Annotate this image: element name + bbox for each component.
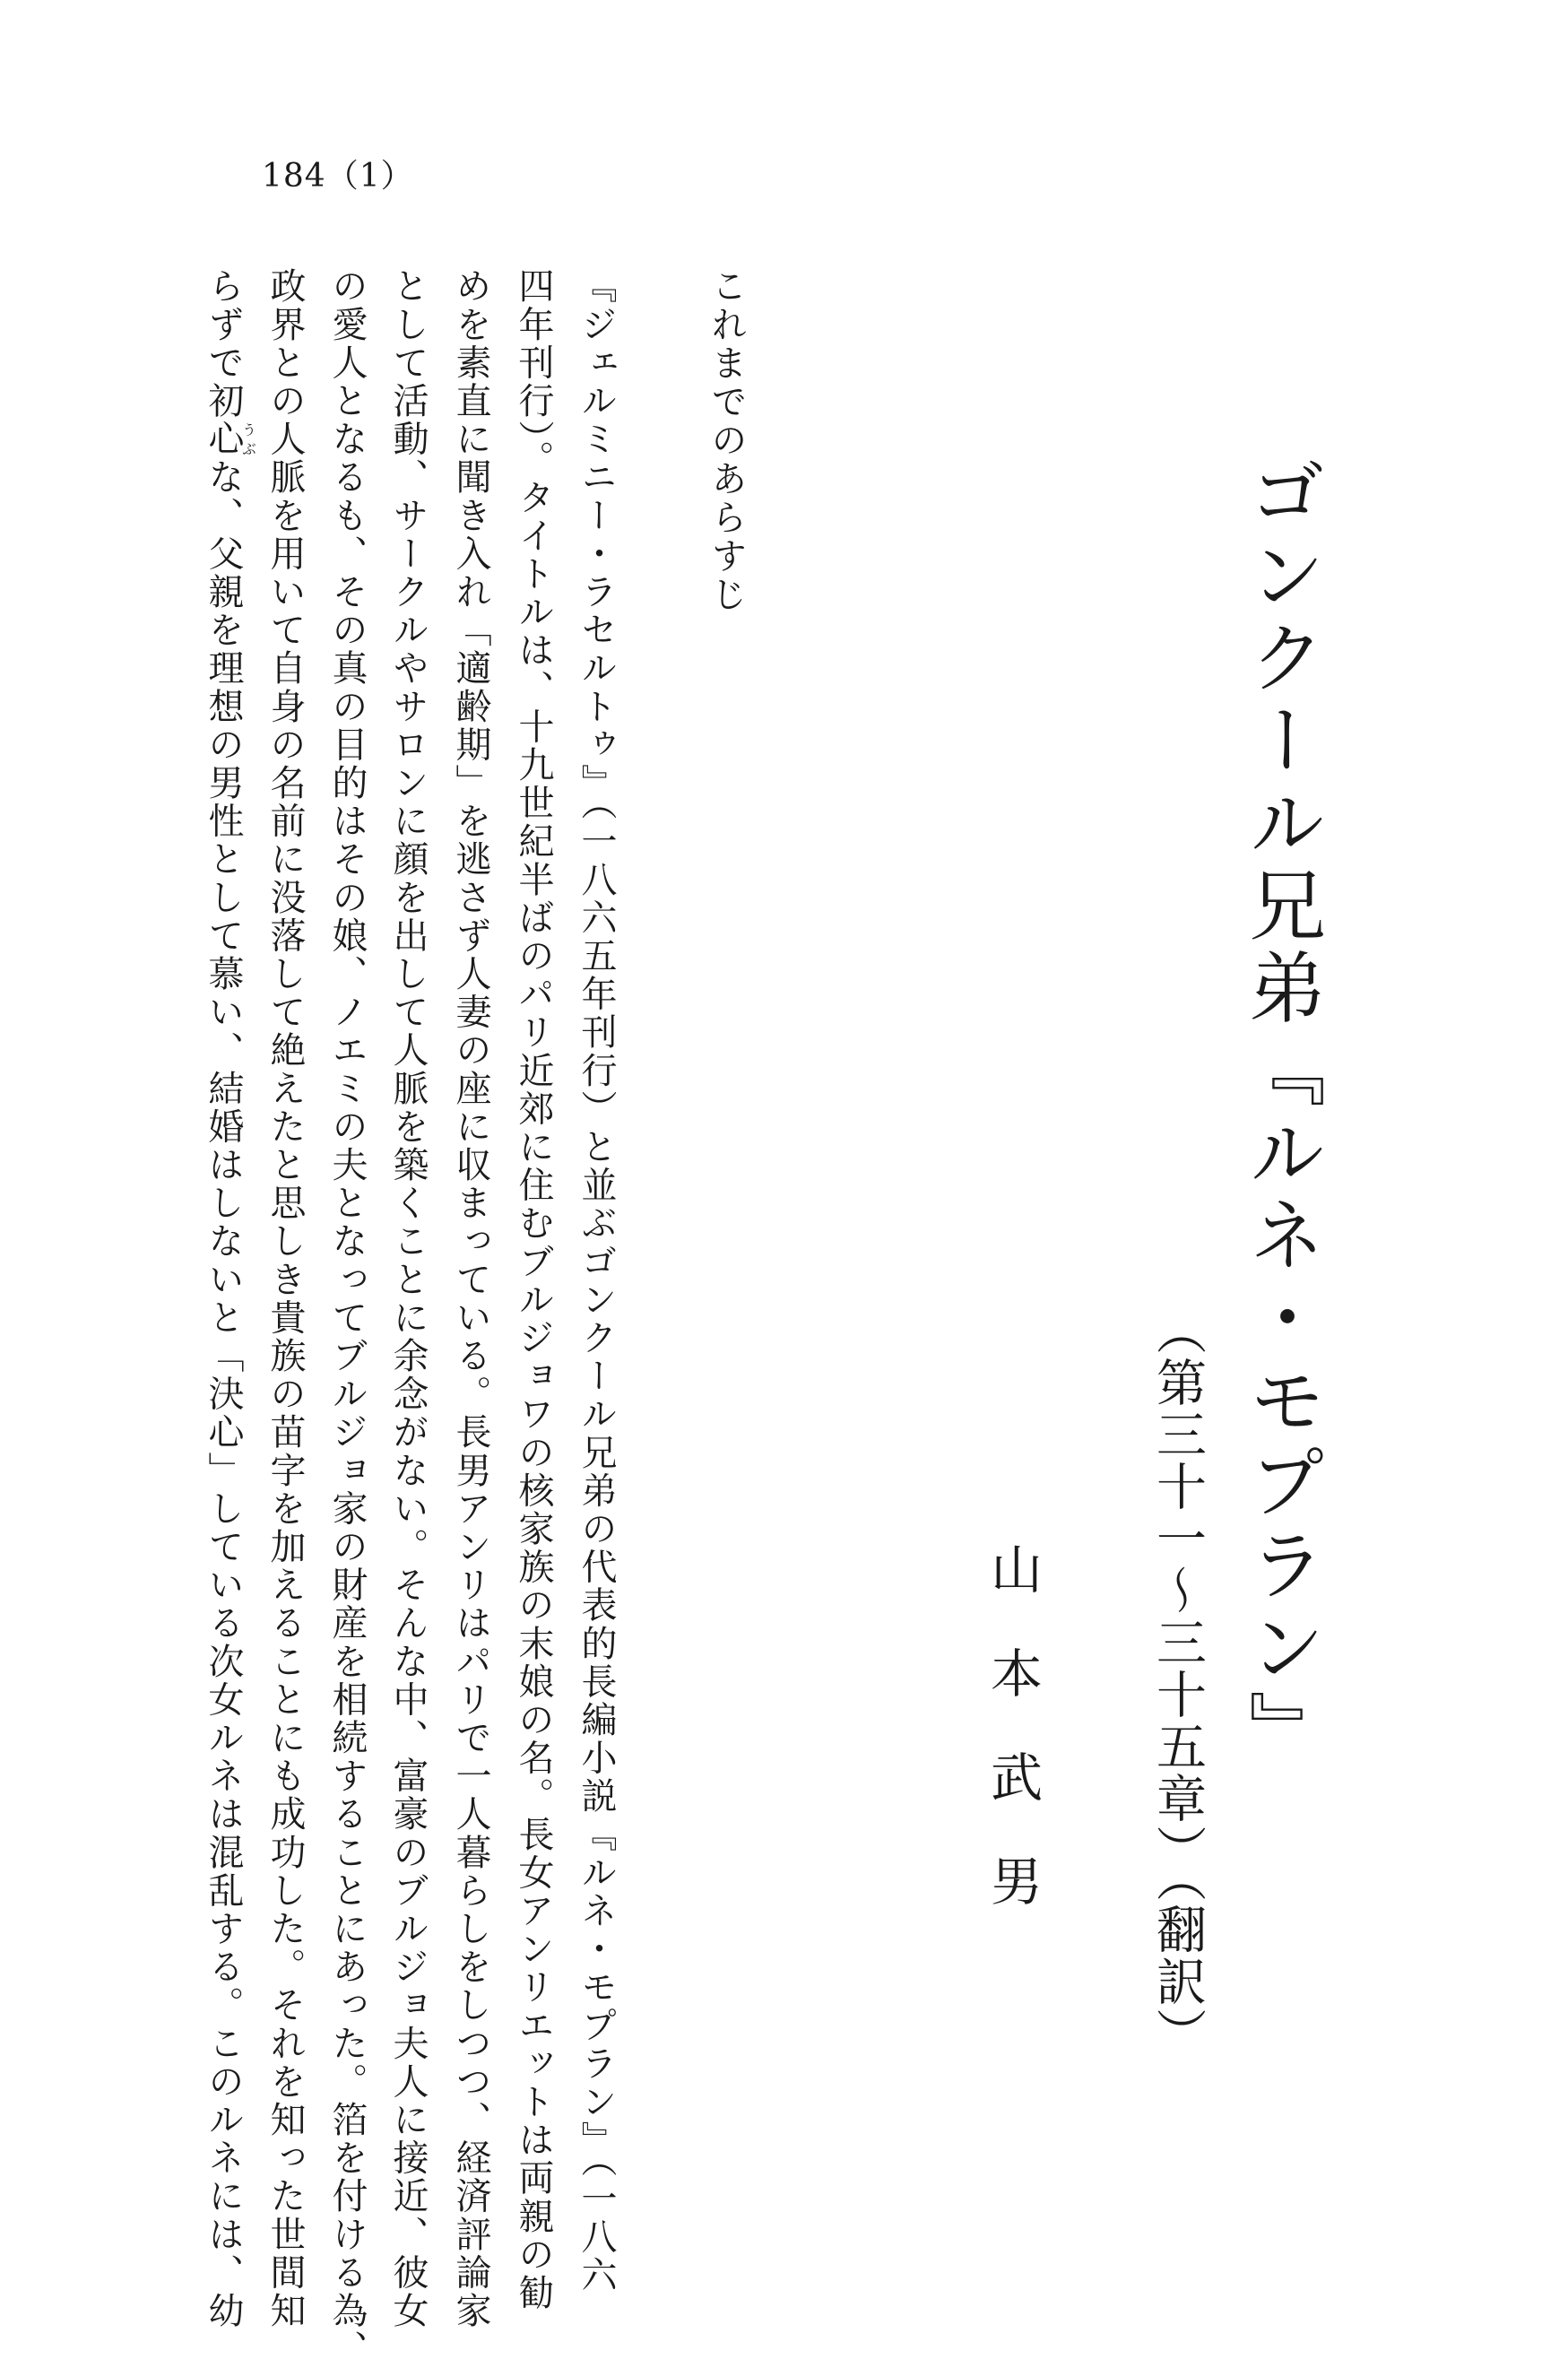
body-line-1: 『ジェルミニー・ラセルトゥ』（一八六五年刊行）と並ぶゴンクール兄弟の代表的長編小説『ルネ・モプラン』（一八六 <box>576 267 617 2294</box>
furigana-ruby <box>203 420 257 459</box>
body-line-2: 四年刊行）。タイトルは、十九世紀半ばのパリ近郊に住むブルジョワの核家族の末娘の名。長女アンリエットは両親の勧 <box>513 267 554 2312</box>
body-line-3: めを素直に聞き入れ「適齢期」を逃さず人妻の座に収まっている。長男アンリはパリで一人暮らしをしつつ、経済評論家 <box>450 267 491 2330</box>
page-number: 184（1） <box>262 158 414 195</box>
body-line-7 <box>205 267 256 2329</box>
body-line-6: 政界との人脈を用いて自身の名前に没落して絶えたと思しき貴族の苗字を加えることにも成功した。それを知った世間知 <box>264 267 306 2330</box>
article-subtitle: （第三十一〜三十五章）（翻訳） <box>1148 1305 1207 2060</box>
body-line-5: の愛人となるも、その真の目的はその娘、ノエミの夫となってブルジョ家の財産を相続することにあった。箔を付ける為、 <box>326 267 368 2368</box>
body-line-7-start: らずで初 <box>203 267 244 421</box>
body-line-7-end: な、父親を理想の男性として慕い、結婚はしないと「決心」している次女ルネは混乱する。このルネには、幼 <box>203 458 244 2330</box>
body-line-4: として活動、サークルやサロンに顔を出して人脈を築くことに余念がない。そんな中、富豪のブルジョ夫人に接近、彼女 <box>387 267 429 2330</box>
author-name: 山本武男 <box>982 1542 1043 1958</box>
section-heading: これまでのあらすじ <box>706 267 747 614</box>
article-title: ゴンクール兄弟『ルネ・モプラン』 <box>1235 453 1325 1773</box>
ruby-base: 心 <box>203 420 244 459</box>
ruby-reading: うぶ <box>239 420 257 458</box>
